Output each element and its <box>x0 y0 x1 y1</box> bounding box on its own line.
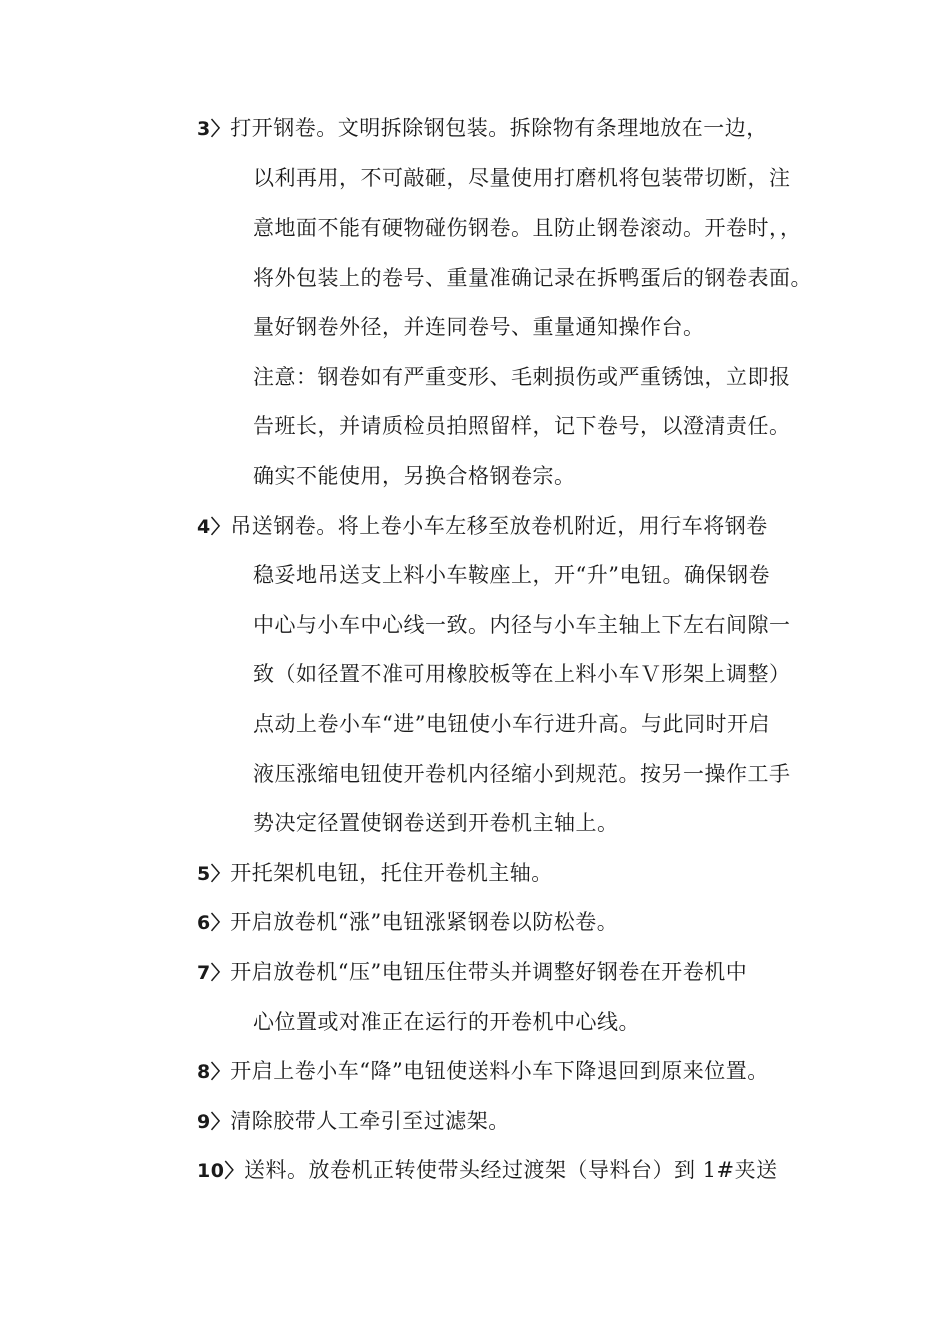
item-text: 开启放卷机“涨”电钮涨紧钢卷以防松卷。 <box>230 910 619 934</box>
list-item-4-line-1 <box>197 512 768 541</box>
list-item-4-line-6: 液压涨缩电钮使开卷机内径缩小到规范。按另一操作工手 <box>253 762 791 786</box>
item-text: 开托架机电钮，托住开卷机主轴。 <box>230 861 553 885</box>
list-item-4-line-5: 点动上卷小车“进”电钮使小车行进升高。与此同时开启 <box>253 712 770 736</box>
list-item-3-line-4: 将外包装上的卷号、重量准确记录在拆鸭蛋后的钢卷表面。 <box>253 266 812 290</box>
list-item-4-line-4: 致（如径置不准可用橡胶板等在上料小车Ｖ形架上调整） <box>253 662 791 686</box>
list-item-8-line-1 <box>197 1057 769 1086</box>
list-item-7-line-2: 心位置或对准正在运行的开卷机中心线。 <box>253 1010 640 1034</box>
list-item-3-line-3: 意地面不能有硬物碰伤钢卷。且防止钢卷滚动。开卷时，， <box>253 216 802 240</box>
list-item-4-line-7: 势决定径置使钢卷送到开卷机主轴上。 <box>253 811 619 835</box>
item-text: 开启上卷小车“降”电钮使送料小车下降退回到原来位置。 <box>230 1059 769 1083</box>
list-item-7-line-1 <box>197 958 747 987</box>
item-text: 吊送钢卷。将上卷小车左移至放卷机附近，用行车将钢卷 <box>230 514 768 538</box>
list-item-4-line-2: 稳妥地吊送支上料小车鞍座上，开“升”电钮。确保钢卷 <box>253 563 770 587</box>
item-number: 4〉 <box>197 516 231 538</box>
item-number: 7〉 <box>197 962 231 984</box>
item-number: 10〉 <box>197 1160 244 1182</box>
list-item-6-line-1 <box>197 908 618 937</box>
item-number: 6〉 <box>197 912 231 934</box>
item-number: 9〉 <box>197 1111 231 1133</box>
list-item-3-line-5: 量好钢卷外径，并连同卷号、重量通知操作台。 <box>253 315 705 339</box>
item-number: 3〉 <box>197 118 231 140</box>
item-text: 送料。放卷机正转使带头经过渡架（导料台）到 1#夹送 <box>243 1158 778 1182</box>
list-item-3-line-7: 告班长，并请质检员拍照留样，记下卷号，以澄清责任。 <box>253 414 791 438</box>
item-text: 清除胶带人工牵引至过滤架。 <box>230 1109 510 1133</box>
item-number: 8〉 <box>197 1061 231 1083</box>
list-item-3-line-8: 确实不能使用，另换合格钢卷宗。 <box>253 464 576 488</box>
item-text: 开启放卷机“压”电钮压住带头并调整好钢卷在开卷机中 <box>230 960 748 984</box>
list-item-9-line-1 <box>197 1107 510 1136</box>
list-item-10-line-1 <box>197 1156 778 1185</box>
list-item-3-line-1 <box>197 114 768 143</box>
item-text: 打开钢卷。文明拆除钢包装。拆除物有条理地放在一边， <box>230 116 768 140</box>
list-item-3-line-2: 以利再用，不可敲砸，尽量使用打磨机将包装带切断，注 <box>253 166 791 190</box>
item-number: 5〉 <box>197 863 231 885</box>
list-item-5-line-1 <box>197 859 553 888</box>
list-item-4-line-3: 中心与小车中心线一致。内径与小车主轴上下左右间隙一 <box>253 613 791 637</box>
list-item-3-line-6: 注意：钢卷如有严重变形、毛刺损伤或严重锈蚀，立即报 <box>253 365 791 389</box>
